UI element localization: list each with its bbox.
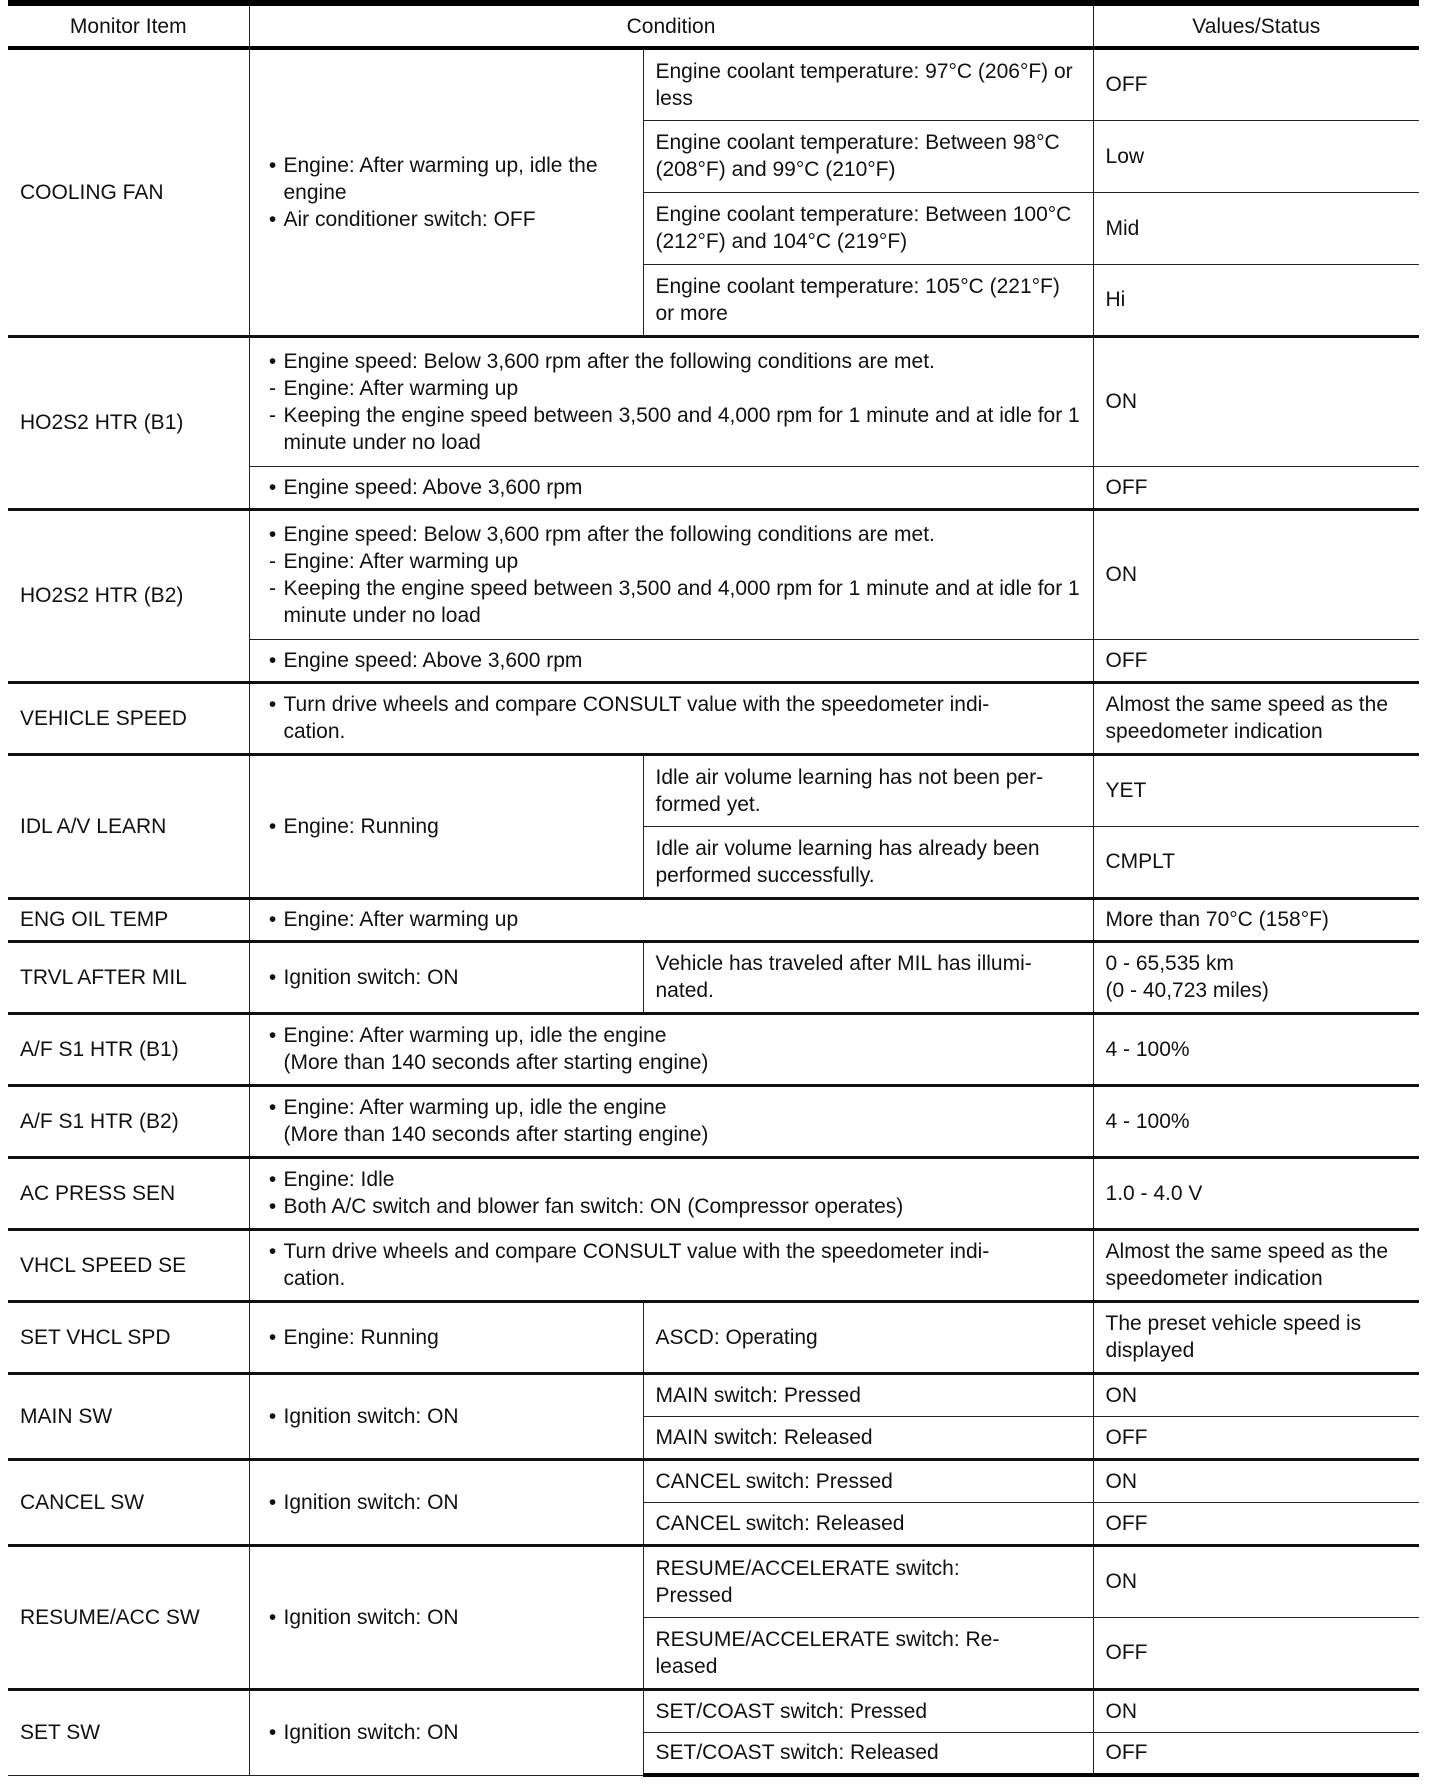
table-row (8, 1373, 1419, 1416)
condition-cell (249, 1229, 1093, 1301)
monitor-item: SET VHCL SPD (8, 1301, 249, 1373)
header-values-status: Values/Status (1093, 3, 1419, 48)
bullet-icon: • (268, 908, 277, 931)
condition-text: Engine: After warming up (283, 549, 519, 573)
table-row (8, 1301, 1419, 1373)
value-status: Almost the same speed as the speedometer indication (1093, 1229, 1419, 1301)
bullet-icon: • (268, 1096, 277, 1119)
table-row (8, 1085, 1419, 1157)
table-row (8, 509, 1419, 639)
condition-cell (249, 1459, 643, 1545)
monitor-item: A/F S1 HTR (B1) (8, 1013, 249, 1085)
condition-text: Engine: After warming up, idle the engine (More than 140 seconds after starting engine) (283, 1024, 709, 1074)
bullet-icon: • (268, 1721, 277, 1744)
condition-cell (249, 1301, 643, 1373)
bullet-icon: • (268, 522, 277, 546)
monitor-item: VEHICLE SPEED (8, 682, 249, 754)
table-row (8, 336, 1419, 466)
condition-cell (249, 48, 643, 336)
condition-text: Engine: After warming up, idle the engine (283, 153, 598, 204)
value-status: Mid (1093, 192, 1419, 264)
table-row (8, 1459, 1419, 1502)
value-status: OFF (1093, 1502, 1419, 1545)
condition-line (262, 1604, 631, 1631)
condition-line (262, 1719, 631, 1746)
condition-line (262, 548, 1081, 575)
condition-cell (249, 682, 1093, 754)
sub-condition: CANCEL switch: Pressed (643, 1459, 1093, 1502)
condition-cell (249, 941, 643, 1013)
condition-cell (249, 1545, 643, 1689)
header-monitor-item: Monitor Item (8, 3, 249, 48)
bullet-icon: • (268, 207, 277, 231)
condition-line (262, 906, 1081, 933)
value-status: 4 - 100% (1093, 1013, 1419, 1085)
value-status: 0 - 65,535 km (0 - 40,723 miles) (1093, 941, 1419, 1013)
condition-line (262, 1403, 631, 1430)
bullet-icon: • (268, 1404, 277, 1428)
condition-line (262, 1094, 1081, 1148)
value-status: CMPLT (1093, 826, 1419, 898)
value-status: ON (1093, 1459, 1419, 1502)
condition-line (262, 1166, 1081, 1193)
monitor-item: VHCL SPEED SE (8, 1229, 249, 1301)
condition-text: Engine speed: Above 3,600 rpm (283, 648, 583, 672)
value-status: OFF (1093, 1416, 1419, 1459)
condition-line (262, 521, 1081, 548)
condition-text: Keeping the engine speed between 3,500 and 4,000 rpm for 1 minute and at idle for 1 minute under no load (283, 403, 1080, 454)
value-status: Almost the same speed as the speedometer indication (1093, 682, 1419, 754)
value-status: YET (1093, 754, 1419, 826)
dash-icon: - (269, 576, 276, 600)
bullet-icon: • (268, 475, 277, 499)
table-row (8, 941, 1419, 1013)
condition-line (262, 348, 1081, 375)
condition-text: Engine: After warming up, idle the engine (More than 140 seconds after starting engine) (283, 1096, 709, 1146)
condition-cell (249, 336, 1093, 466)
condition-text: Engine speed: Above 3,600 rpm (283, 475, 583, 499)
value-status: OFF (1093, 1732, 1419, 1775)
bullet-icon: • (268, 1024, 277, 1047)
monitor-item: IDL A/V LEARN (8, 754, 249, 898)
condition-line (262, 813, 631, 840)
value-status: Low (1093, 120, 1419, 192)
condition-cell (249, 466, 1093, 509)
monitor-item: ENG OIL TEMP (8, 898, 249, 941)
sub-condition: Engine coolant temperature: Between 100°C (212°F) and 104°C (219°F) (643, 192, 1093, 264)
condition-text: Ignition switch: ON (283, 1605, 459, 1629)
table-row (8, 682, 1419, 754)
condition-cell (249, 1373, 643, 1459)
condition-cell (249, 639, 1093, 682)
value-status: OFF (1093, 466, 1419, 509)
sub-condition: Vehicle has traveled after MIL has illumi- nated. (643, 941, 1093, 1013)
value-status: ON (1093, 336, 1419, 466)
bullet-icon: • (268, 1195, 277, 1218)
bullet-icon: • (268, 349, 277, 373)
condition-text: Engine: Running (283, 1325, 439, 1349)
condition-cell (249, 509, 1093, 639)
bullet-icon: • (268, 1325, 277, 1349)
sub-condition: Engine coolant temperature: 105°C (221°F) or more (643, 264, 1093, 336)
sub-condition: MAIN switch: Pressed (643, 1373, 1093, 1416)
value-status: 4 - 100% (1093, 1085, 1419, 1157)
condition-line (262, 1324, 631, 1351)
bullet-icon: • (268, 1490, 277, 1514)
value-status: OFF (1093, 48, 1419, 120)
condition-text: Engine: Running (283, 814, 439, 838)
monitor-item: COOLING FAN (8, 48, 249, 336)
condition-text: Ignition switch: ON (283, 1721, 459, 1744)
table-row (8, 1157, 1419, 1229)
sub-condition: RESUME/ACCELERATE switch: Pressed (643, 1545, 1093, 1617)
sub-condition: SET/COAST switch: Pressed (643, 1689, 1093, 1732)
condition-text: Keeping the engine speed between 3,500 and 4,000 rpm for 1 minute and at idle for 1 minute under no load (283, 576, 1080, 627)
condition-line (262, 1238, 1081, 1292)
value-status: OFF (1093, 1617, 1419, 1689)
monitor-item-table (8, 0, 1419, 1777)
condition-text: Engine: After warming up (283, 908, 519, 931)
table-row (8, 1545, 1419, 1617)
table-row (8, 754, 1419, 826)
condition-cell (249, 754, 643, 898)
value-status: ON (1093, 1689, 1419, 1732)
condition-line (262, 1193, 1081, 1220)
monitor-item: TRVL AFTER MIL (8, 941, 249, 1013)
condition-cell (249, 1085, 1093, 1157)
condition-line (262, 575, 1081, 629)
table-row (8, 1013, 1419, 1085)
bullet-icon: • (268, 965, 277, 989)
condition-text: Engine speed: Below 3,600 rpm after the following conditions are met. (283, 349, 935, 373)
condition-line (262, 474, 1081, 501)
value-status: ON (1093, 509, 1419, 639)
value-status: More than 70°C (158°F) (1093, 898, 1419, 941)
sub-condition: ASCD: Operating (643, 1301, 1093, 1373)
dash-icon: - (269, 403, 276, 427)
condition-text: Turn drive wheels and compare CONSULT value with the speedometer indi- cation. (283, 1240, 990, 1290)
monitor-item: HO2S2 HTR (B1) (8, 336, 249, 509)
condition-text: Engine: Idle (283, 1168, 395, 1191)
condition-line (262, 206, 631, 233)
table-row (8, 898, 1419, 941)
condition-text: Ignition switch: ON (283, 1404, 459, 1428)
monitor-item: CANCEL SW (8, 1459, 249, 1545)
condition-text: Air conditioner switch: OFF (283, 207, 536, 231)
monitor-item: A/F S1 HTR (B2) (8, 1085, 249, 1157)
value-status: Hi (1093, 264, 1419, 336)
condition-text: Ignition switch: ON (283, 1490, 459, 1514)
bullet-icon: • (268, 1240, 277, 1263)
sub-condition: Idle air volume learning has already been performed successfully. (643, 826, 1093, 898)
table-row (8, 1689, 1419, 1732)
condition-line (262, 402, 1081, 456)
value-status: ON (1093, 1373, 1419, 1416)
dash-icon: - (269, 549, 276, 573)
monitor-item: SET SW (8, 1689, 249, 1775)
dash-icon: - (269, 376, 276, 400)
condition-cell (249, 898, 1093, 941)
condition-line (262, 375, 1081, 402)
table-header-row (8, 3, 1419, 48)
table-row (8, 1229, 1419, 1301)
value-status: 1.0 - 4.0 V (1093, 1157, 1419, 1229)
condition-line (262, 647, 1081, 674)
condition-cell (249, 1013, 1093, 1085)
condition-text: Engine speed: Below 3,600 rpm after the following conditions are met. (283, 522, 935, 546)
bullet-icon: • (268, 1168, 277, 1191)
monitor-item: MAIN SW (8, 1373, 249, 1459)
condition-text: Engine: After warming up (283, 376, 519, 400)
bullet-icon: • (268, 153, 277, 177)
monitor-item: AC PRESS SEN (8, 1157, 249, 1229)
bullet-icon: • (268, 648, 277, 672)
condition-cell (249, 1689, 643, 1775)
sub-condition: CANCEL switch: Released (643, 1502, 1093, 1545)
value-status: The preset vehicle speed is displayed (1093, 1301, 1419, 1373)
condition-line (262, 691, 1081, 745)
bullet-icon: • (268, 693, 277, 716)
sub-condition: SET/COAST switch: Released (643, 1732, 1093, 1775)
condition-line (262, 1022, 1081, 1076)
condition-text: Ignition switch: ON (283, 965, 459, 989)
condition-text: Both A/C switch and blower fan switch: ON (Compressor operates) (283, 1195, 904, 1218)
condition-line (262, 152, 631, 206)
condition-line (262, 964, 631, 991)
value-status: ON (1093, 1545, 1419, 1617)
sub-condition: Engine coolant temperature: 97°C (206°F) or less (643, 48, 1093, 120)
condition-cell (249, 1157, 1093, 1229)
condition-text: Turn drive wheels and compare CONSULT value with the speedometer indi- cation. (283, 693, 990, 743)
value-status: OFF (1093, 639, 1419, 682)
header-condition: Condition (249, 3, 1093, 48)
sub-condition: Engine coolant temperature: Between 98°C (208°F) and 99°C (210°F) (643, 120, 1093, 192)
sub-condition: MAIN switch: Released (643, 1416, 1093, 1459)
monitor-item: HO2S2 HTR (B2) (8, 509, 249, 682)
table-row (8, 48, 1419, 120)
condition-line (262, 1489, 631, 1516)
bullet-icon: • (268, 814, 277, 838)
monitor-item: RESUME/ACC SW (8, 1545, 249, 1689)
bullet-icon: • (268, 1605, 277, 1629)
sub-condition: RESUME/ACCELERATE switch: Re- leased (643, 1617, 1093, 1689)
sub-condition: Idle air volume learning has not been per- formed yet. (643, 754, 1093, 826)
